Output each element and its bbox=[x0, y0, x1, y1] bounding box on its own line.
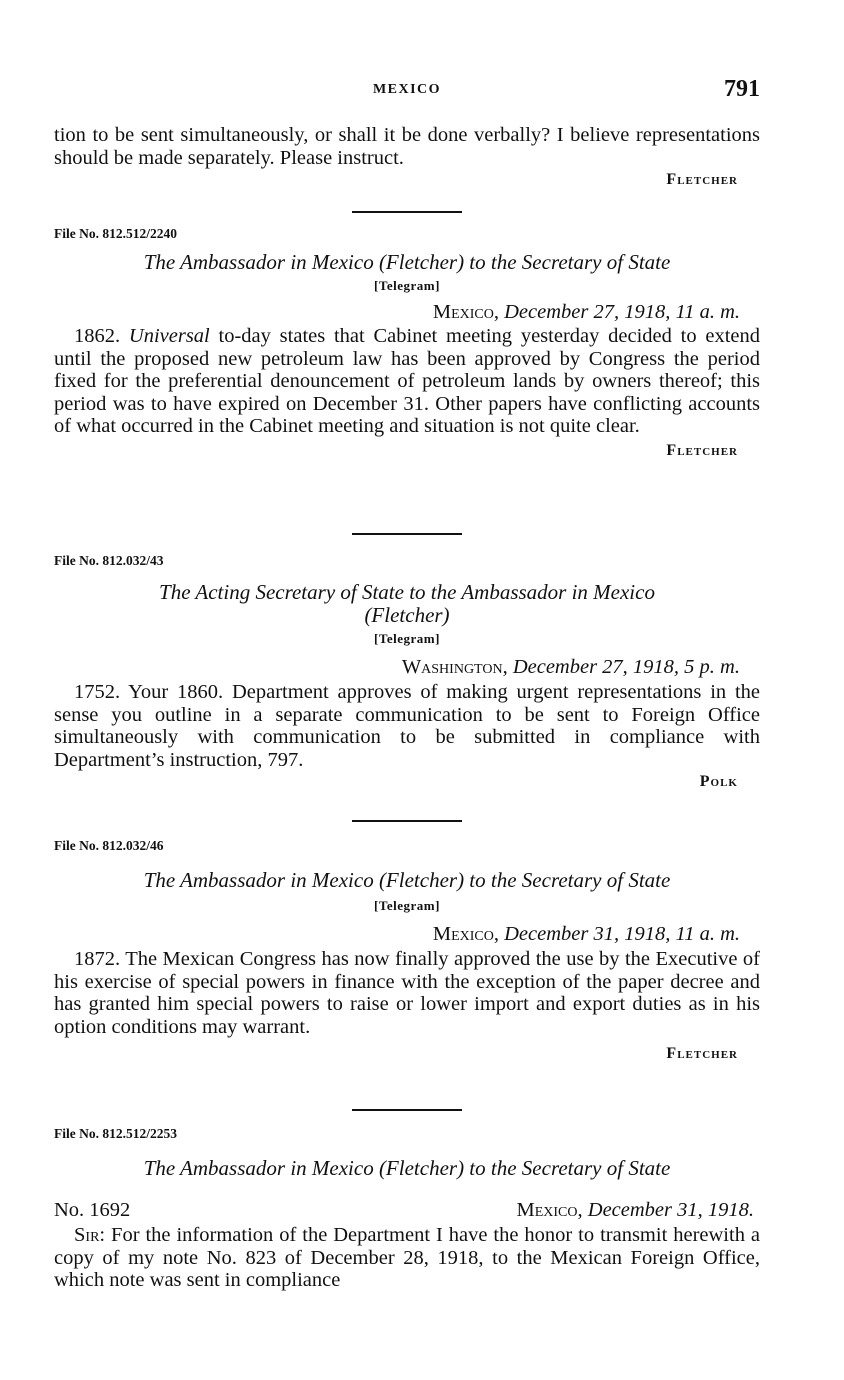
document-title-line-1: The Acting Secretary of State to the Ambassador in Mexico bbox=[159, 580, 655, 604]
document-4 bbox=[54, 1126, 760, 1292]
dateline-place: Mexico, bbox=[516, 1199, 583, 1221]
continuation-block bbox=[54, 124, 760, 191]
running-head: MEXICO bbox=[372, 82, 442, 97]
section-divider bbox=[352, 1109, 462, 1111]
dateline bbox=[517, 1199, 755, 1221]
section-divider bbox=[352, 820, 462, 822]
document-2 bbox=[54, 553, 760, 793]
file-number: File No. 812.512/2240 bbox=[54, 226, 177, 241]
salutation: Sir bbox=[74, 1224, 100, 1246]
dateline-date: December 31, 1918. bbox=[587, 1199, 754, 1221]
signature: Fletcher bbox=[666, 1045, 738, 1062]
dateline-date: December 27, 1918, 11 a. m. bbox=[504, 301, 740, 323]
telegram-tag: [Telegram] bbox=[374, 278, 440, 293]
telegram-tag: [Telegram] bbox=[374, 898, 440, 913]
file-number: File No. 812.032/43 bbox=[54, 553, 164, 568]
number-and-dateline bbox=[54, 1199, 760, 1221]
message-number: 1862. bbox=[74, 325, 121, 347]
dateline-date: December 31, 1918, 11 a. m. bbox=[504, 923, 740, 945]
dateline-place: Mexico, bbox=[432, 923, 499, 945]
document-title: The Ambassador in Mexico (Fletcher) to the Secretary of State bbox=[143, 868, 671, 892]
dispatch-number: No. 1692 bbox=[54, 1199, 131, 1221]
continuation-signature: Fletcher bbox=[666, 171, 738, 188]
continuation-text: tion to be sent simultaneously, or shall it be done verbally? I believe representations should be made separately. Please instruct. bbox=[54, 124, 760, 169]
document-1 bbox=[54, 226, 760, 462]
file-number: File No. 812.512/2253 bbox=[54, 1126, 177, 1141]
document-title-line-2: (Fletcher) bbox=[364, 603, 450, 627]
dateline bbox=[54, 656, 760, 678]
dateline bbox=[54, 923, 760, 945]
signature: Polk bbox=[699, 773, 738, 790]
page-header bbox=[54, 76, 760, 106]
document-body: 1752. Your 1860. Department approves of making urgent representations in the sense you outline in a separate communication to be sent to Foreign Office simultaneously with communication to be submitted in compliance with Department’s instruction, 797. bbox=[54, 681, 760, 771]
document-title: The Ambassador in Mexico (Fletcher) to the Secretary of State bbox=[143, 1156, 671, 1180]
body-text: : For the information of the Department I have the honor to transmit herewith a copy of my note No. 823 of December 28, 1918, to the Mexican Foreign Office, which note was sent in compliance bbox=[54, 1224, 760, 1291]
document-body: 1872. The Mexican Congress has now finally approved the use by the Executive of his exercise of special powers in finance with the exception of the paper decree and has granted him special powers to raise or lower import and export duties as in his option conditions may warrant. bbox=[54, 948, 760, 1038]
newspaper-name: Universal bbox=[128, 325, 210, 347]
body-text: to-day states that Cabinet meeting yesterday decided to extend until the proposed new petroleum law has been approved by Congress the period fixed for the preferential denouncement of petroleum lands by owners thereof; this period was to have expired on December 31. Other papers have conflicting accounts of what occurred in the Cabinet meeting and situation is not quite clear. bbox=[54, 325, 761, 437]
document-body bbox=[54, 325, 760, 438]
document-body bbox=[54, 1224, 760, 1292]
dateline-place: Washington, bbox=[401, 656, 508, 678]
dateline bbox=[54, 301, 760, 323]
section-divider bbox=[352, 211, 462, 213]
file-number: File No. 812.032/46 bbox=[54, 838, 164, 853]
document-3 bbox=[54, 838, 760, 1065]
section-divider bbox=[352, 533, 462, 535]
page-number: 791 bbox=[724, 76, 760, 102]
telegram-tag: [Telegram] bbox=[374, 631, 440, 646]
document-title: The Ambassador in Mexico (Fletcher) to the Secretary of State bbox=[143, 250, 671, 274]
signature: Fletcher bbox=[666, 441, 738, 459]
dateline-date: December 27, 1918, 5 p. m. bbox=[512, 656, 740, 678]
dateline-place: Mexico, bbox=[432, 301, 499, 323]
